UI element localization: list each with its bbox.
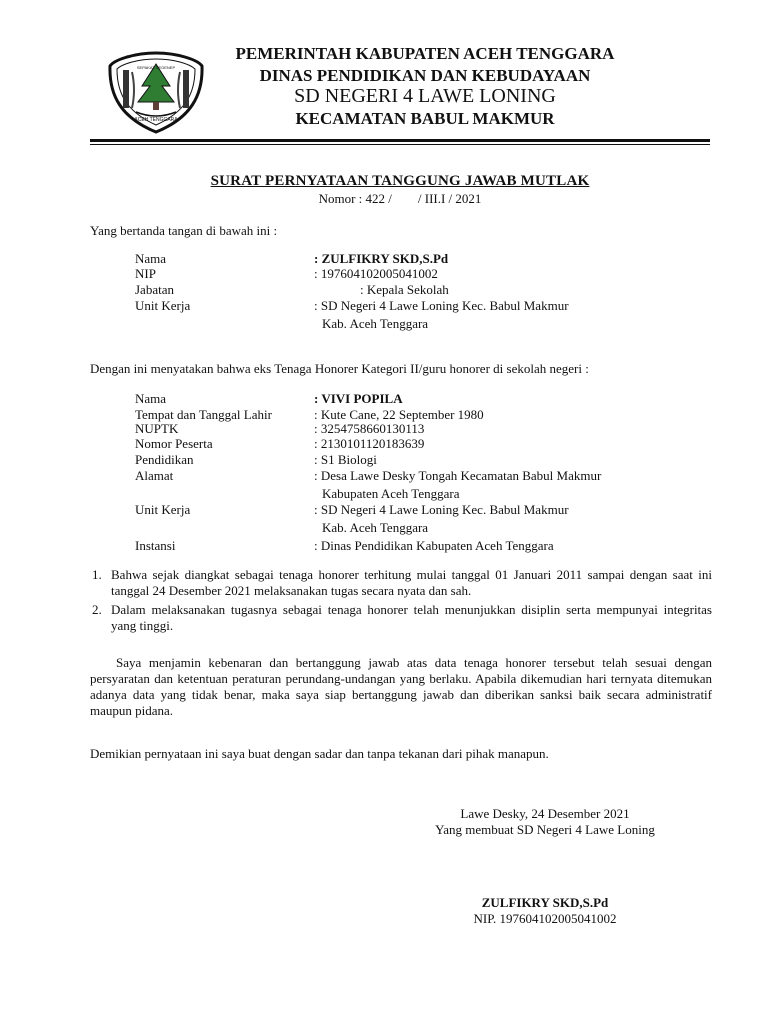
signer-label-nip: NIP bbox=[135, 266, 156, 281]
kop-line-3: SD NEGERI 4 LAWE LONING bbox=[294, 85, 556, 107]
kop-line-2: DINAS PENDIDIKAN DAN KEBUDAYAAN bbox=[259, 66, 591, 85]
honorer-label-ttl: Tempat dan Tanggal Lahir bbox=[135, 407, 272, 422]
letterhead-rule-thick bbox=[90, 139, 710, 142]
honorer-value-nomor-peserta: : 2130101120183639 bbox=[314, 436, 425, 451]
honorer-value-alamat-line2: Kabupaten Aceh Tenggara bbox=[322, 486, 460, 501]
signer-value-nama: : ZULFIKRY SKD,S.Pd bbox=[314, 251, 449, 266]
closing-text: Demikian pernyataan ini saya buat dengan sadar dan tanpa tekanan dari pihak manapun. bbox=[90, 746, 549, 761]
honorer-label-nuptk: NUPTK bbox=[135, 421, 179, 436]
honorer-label-nama: Nama bbox=[135, 391, 167, 406]
signer-value-unit-kerja-line2: Kab. Aceh Tenggara bbox=[322, 316, 429, 331]
point-number-2: 2. bbox=[92, 602, 102, 617]
kop-line-1: PEMERINTAH KABUPATEN ACEH TENGGARA bbox=[235, 44, 615, 63]
honorer-label-instansi: Instansi bbox=[135, 538, 176, 553]
point-text-2: Dalam melaksanakan tugasnya sebagai tenaga honorer telah menunjukkan disiplin serta mempunyai integritas yang tinggi. bbox=[111, 602, 712, 633]
honorer-value-nama: : VIVI POPILA bbox=[314, 391, 403, 406]
logo-text: ACEH TENGGARA bbox=[134, 117, 178, 123]
honorer-value-unit-kerja: : SD Negeri 4 Lawe Loning Kec. Babul Makmur bbox=[314, 502, 569, 517]
honorer-value-nuptk: : 3254758660130113 bbox=[314, 421, 425, 436]
honorer-label-alamat: Alamat bbox=[135, 468, 174, 483]
guarantee-paragraph: Saya menjamin kebenaran dan bertanggung jawab atas data tenaga honorer tersebut telah sesuai dengan persyaratan dan ketentuan peraturan perundang-undangan yang berlaku. Apabila dikemudian hari ternyata ditemukan adanya data yang tidak benar, maka saya siap bertanggung jawab dan diberikan sanksi baik secara administratif maupun pidana. bbox=[90, 655, 712, 718]
signer-label-nama: Nama bbox=[135, 251, 167, 266]
honorer-value-instansi: : Dinas Pendidikan Kabupaten Aceh Tenggara bbox=[314, 538, 554, 553]
honorer-label-nomor-peserta: Nomor Peserta bbox=[135, 436, 213, 451]
signature-name: ZULFIKRY SKD,S.Pd bbox=[481, 895, 609, 910]
point-number-1: 1. bbox=[92, 567, 102, 582]
document-number: Nomor : 422 / / III.I / 2021 bbox=[318, 191, 482, 206]
logo-motto: SEPAKAT SEGENEP bbox=[136, 65, 176, 70]
honorer-value-pendidikan: : S1 Biologi bbox=[314, 452, 377, 467]
letterhead-rule-thin bbox=[90, 144, 710, 145]
statement-intro: Dengan ini menyatakan bahwa eks Tenaga Honorer Kategori II/guru honorer di sekolah negeri : bbox=[90, 361, 589, 376]
signature-nip: NIP. 197604102005041002 bbox=[473, 911, 617, 926]
signer-label-unit-kerja: Unit Kerja bbox=[135, 298, 191, 313]
signer-value-jabatan: : Kepala Sekolah bbox=[360, 282, 449, 297]
point-text-1: Bahwa sejak diangkat sebagai tenaga honorer terhitung mulai tanggal 01 Januari 2011 sampai dengan saat ini tanggal 24 Desember 2021 melaksanakan tugas secara nyata dan sah. bbox=[111, 567, 712, 598]
honorer-value-unit-kerja-line2: Kab. Aceh Tenggara bbox=[322, 520, 429, 535]
honorer-label-unit-kerja: Unit Kerja bbox=[135, 502, 191, 517]
signature-role: Yang membuat SD Negeri 4 Lawe Loning bbox=[435, 822, 655, 837]
signer-value-nip: : 197604102005041002 bbox=[314, 266, 438, 281]
honorer-value-ttl: : Kute Cane, 22 September 1980 bbox=[314, 407, 484, 422]
signer-label-jabatan: Jabatan bbox=[135, 282, 174, 297]
signature-place-date: Lawe Desky, 24 Desember 2021 bbox=[460, 806, 630, 821]
kop-line-4: KECAMATAN BABUL MAKMUR bbox=[295, 109, 555, 128]
honorer-label-pendidikan: Pendidikan bbox=[135, 452, 194, 467]
signer-value-unit-kerja: : SD Negeri 4 Lawe Loning Kec. Babul Makmur bbox=[314, 298, 569, 313]
document-title: SURAT PERNYATAAN TANGGUNG JAWAB MUTLAK bbox=[210, 173, 590, 189]
intro-text: Yang bertanda tangan di bawah ini : bbox=[90, 223, 278, 238]
honorer-value-alamat: : Desa Lawe Desky Tongah Kecamatan Babul Makmur bbox=[314, 468, 602, 483]
